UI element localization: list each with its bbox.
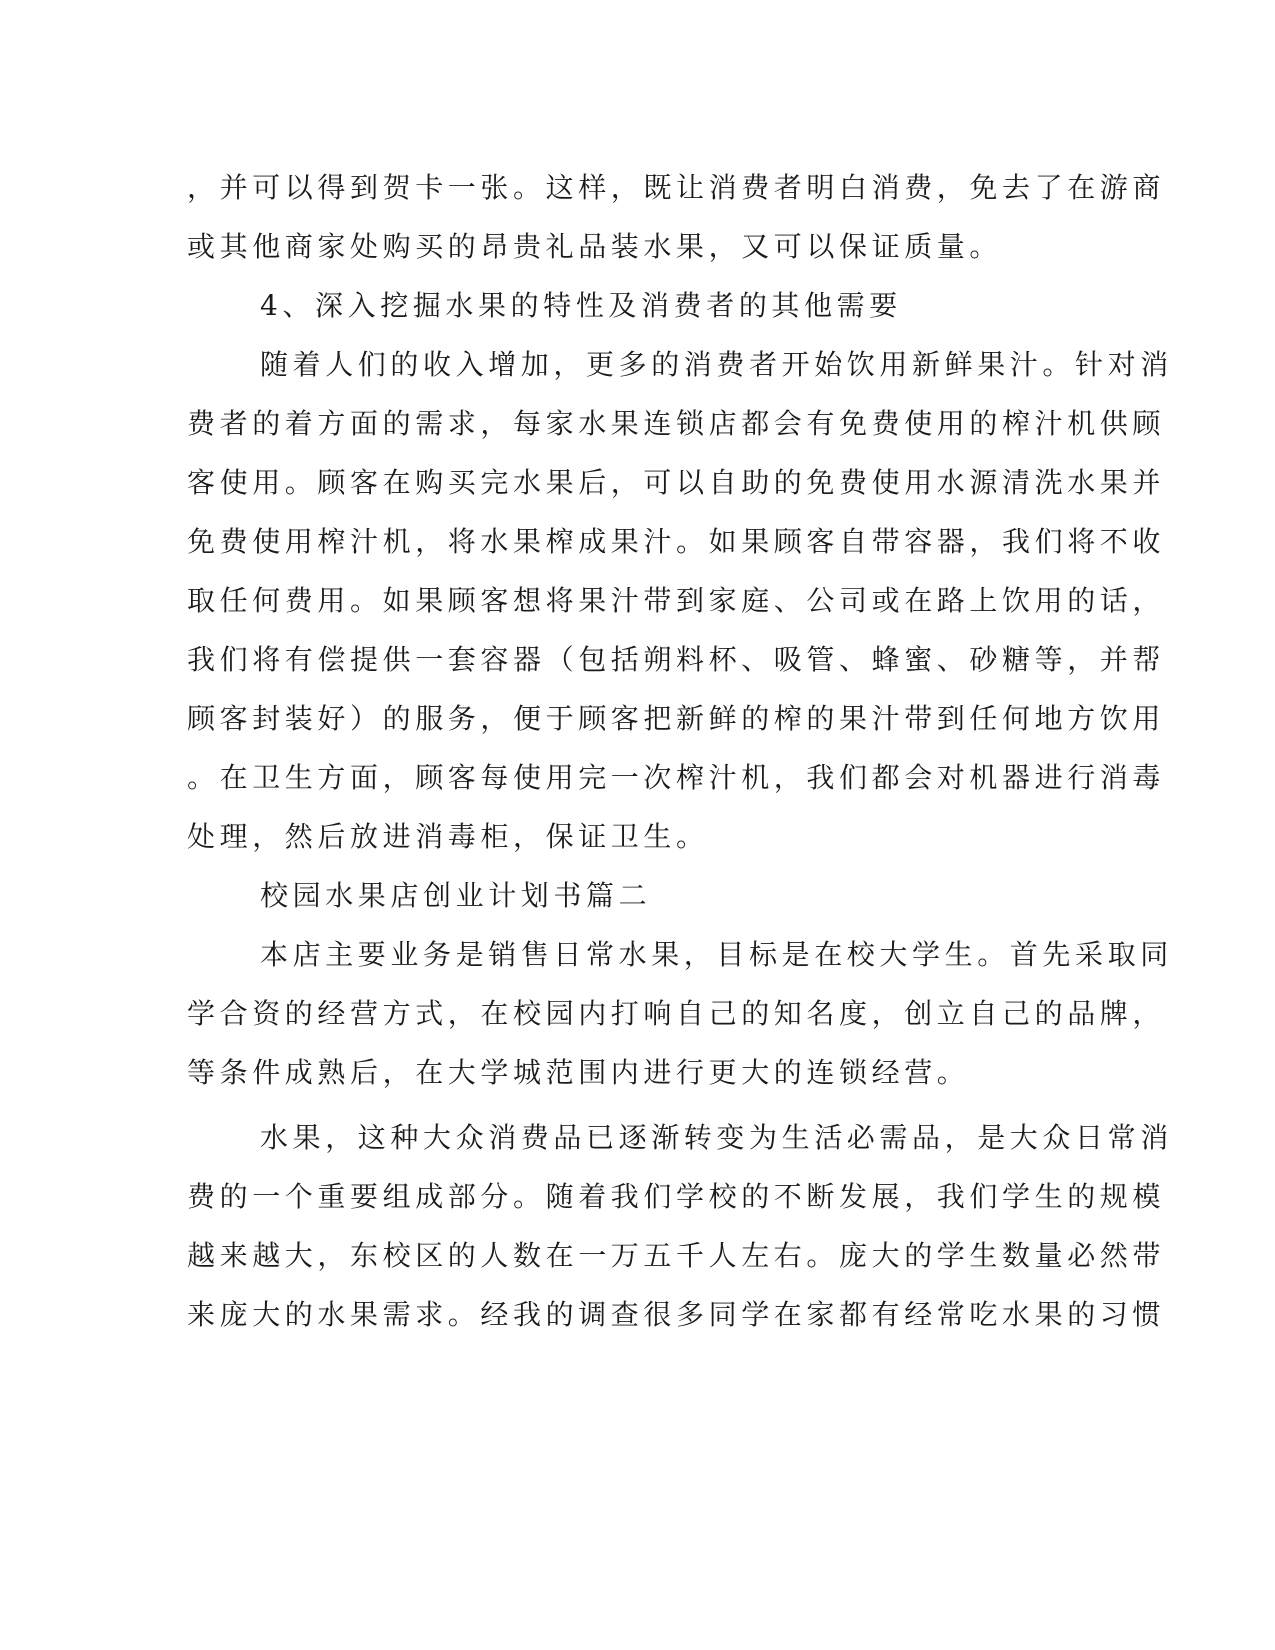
text-line-15: 学合资的经营方式，在校园内打响自己的知名度，创立自己的品牌， — [187, 997, 1166, 1030]
text-line-17: 水果，这种大众消费品已逐渐转变为生活必需品，是大众日常消 — [260, 1121, 1173, 1154]
text-line-20: 来庞大的水果需求。经我的调查很多同学在家都有经常吃水果的习惯 — [187, 1298, 1166, 1331]
text-line-7: 免费使用榨汁机，将水果榨成果汁。如果顾客自带容器，我们将不收 — [187, 525, 1166, 558]
text-line-4: 随着人们的收入增加，更多的消费者开始饮用新鲜果汁。针对消 — [260, 348, 1173, 381]
text-line-2: 或其他商家处购买的昂贵礼品装水果，又可以保证质量。 — [187, 230, 1003, 263]
text-line-18: 费的一个重要组成部分。随着我们学校的不断发展，我们学生的规模 — [187, 1180, 1166, 1213]
text-line-10: 顾客封装好）的服务，便于顾客把新鲜的榨的果汁带到任何地方饮用 — [187, 702, 1166, 735]
text-line-16: 等条件成熟后，在大学城范围内进行更大的连锁经营。 — [187, 1056, 970, 1089]
section-heading-4: 4、深入挖掘水果的特性及消费者的其他需要 — [260, 289, 902, 322]
text-line-14: 本店主要业务是销售日常水果，目标是在校大学生。首先采取同 — [260, 938, 1173, 971]
text-line-11: 。在卫生方面，顾客每使用完一次榨汁机，我们都会对机器进行消毒 — [187, 761, 1166, 794]
text-line-8: 取任何费用。如果顾客想将果汁带到家庭、公司或在路上饮用的话， — [187, 584, 1166, 617]
text-line-1: ，并可以得到贺卡一张。这样，既让消费者明白消费，免去了在游商 — [187, 171, 1166, 204]
text-line-19: 越来越大，东校区的人数在一万五千人左右。庞大的学生数量必然带 — [187, 1239, 1166, 1272]
document-body — [187, 158, 1173, 1344]
text-line-12: 处理，然后放进消毒柜，保证卫生。 — [187, 820, 709, 853]
text-line-6: 客使用。顾客在购买完水果后，可以自助的免费使用水源清洗水果并 — [187, 466, 1166, 499]
chapter-title-2: 校园水果店创业计划书篇二 — [260, 879, 652, 912]
text-line-9: 我们将有偿提供一套容器（包括朔料杯、吸管、蜂蜜、砂糖等，并帮 — [187, 643, 1166, 676]
text-line-5: 费者的着方面的需求，每家水果连锁店都会有免费使用的榨汁机供顾 — [187, 407, 1166, 440]
